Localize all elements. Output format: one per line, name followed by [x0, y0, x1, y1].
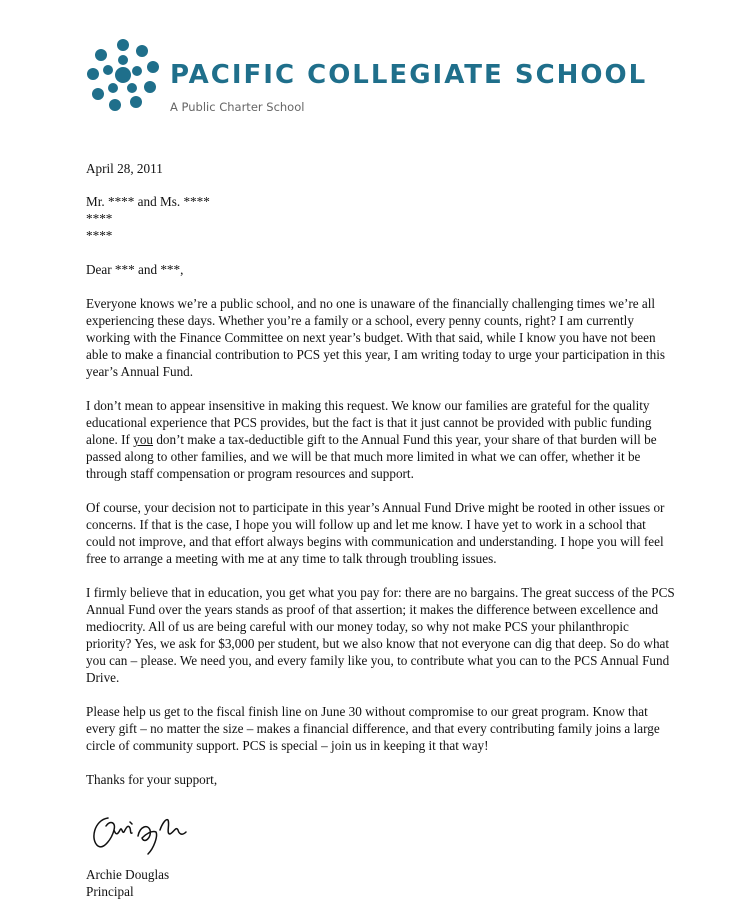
- paragraph-2-text: don’t make a tax-deductible gift to the Annual Fund this year, your share of that burden will be passed along to other families, and we will be that much more limited in what we can offer, whether it be through staff compensation or program resources and support.: [86, 432, 657, 481]
- school-subtitle: A Public Charter School: [170, 100, 305, 114]
- paragraph-4: I firmly believe that in education, you get what you pay for: there are no bargains. The great success of the PCS Annual Fund over the years stands as proof of that assertion; it makes the difference between excellence and mediocrity. All of us are being careful with our money today, so why not make PCS your philanthropic priority? Yes, we ask for $3,000 per student, but we also know that not everyone can dig that deep. So do what you can – please. We need you, and every family like you, to contribute what you can to the PCS Annual Fund Drive.: [86, 585, 675, 685]
- closing: Thanks for your support,: [86, 772, 218, 787]
- paragraph-2-emphasis: you: [133, 432, 154, 447]
- paragraph-1: Everyone knows we’re a public school, and no one is unaware of the financially challenging times we’re all experiencing these days. Whether you’re a family or a school, every penny counts, right? I am currently working with the Finance Committee on next year’s budget. With that said, while I know you have not been able to make a financial contribution to PCS yet this year, I am writing today to urge your participation in this year’s Annual Fund.: [86, 296, 665, 379]
- salutation: Dear *** and ***,: [86, 262, 184, 277]
- recipient-line: ****: [86, 211, 113, 226]
- paragraph-2: [86, 397, 676, 482]
- letter-body: [86, 160, 676, 900]
- letter-date: April 28, 2011: [86, 161, 163, 176]
- school-logo-icon: [86, 38, 160, 112]
- paragraph-2-text: I don’t mean to appear insensitive in making this request. We know our families are grateful for the quality educational experience that PCS provides, but the fact is that it just cannot be provided with public funding alone. If: [86, 398, 652, 447]
- school-name: PACIFIC COLLEGIATE SCHOOL: [170, 60, 648, 90]
- recipient-line: Mr. **** and Ms. ****: [86, 194, 210, 209]
- paragraph-5: Please help us get to the fiscal finish line on June 30 without compromise to our great program. Know that every gift – no matter the size – makes a financial difference, and that every contributing family joins a large circle of community support. PCS is special – join us in keeping it that way!: [86, 704, 660, 753]
- recipient-line: ****: [86, 228, 113, 243]
- letterhead: [86, 38, 686, 118]
- signer-name: Archie Douglas: [86, 867, 170, 882]
- paragraph-3: Of course, your decision not to participate in this year’s Annual Fund Drive might be rooted in other issues or concerns. If that is the case, I hope you will follow up and let me know. I have yet to work in a school that could not improve, and that effort always begins with communication and understanding. I hope you will feel free to arrange a meeting with me at any time to talk through troubling issues.: [86, 500, 665, 566]
- recipient-address: [86, 193, 676, 244]
- signer-title: Principal: [86, 884, 134, 899]
- signature: [86, 800, 216, 862]
